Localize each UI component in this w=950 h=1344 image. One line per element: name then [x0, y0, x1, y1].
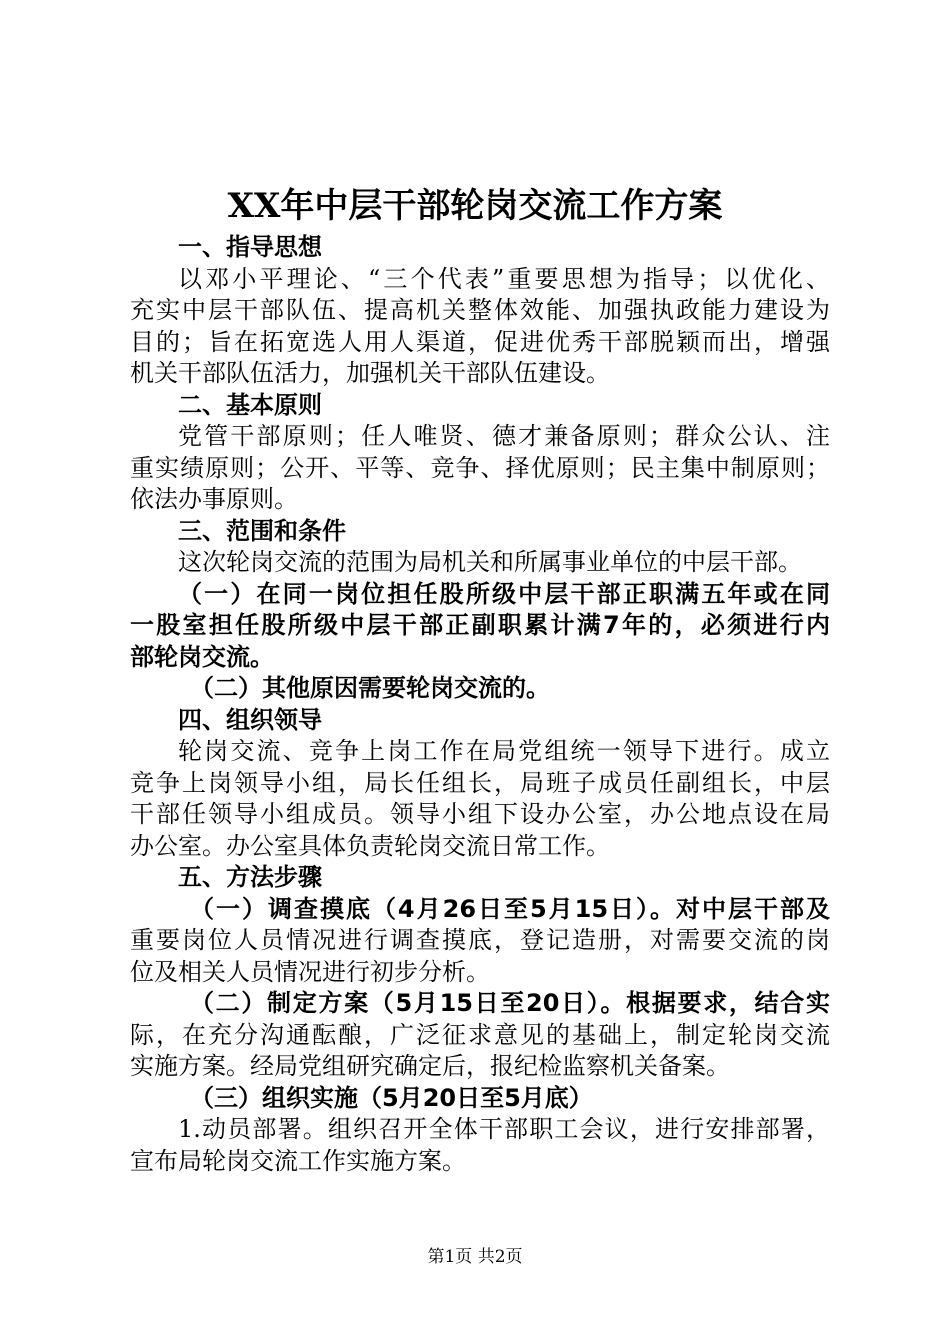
paragraph-line: 宣布局轮岗交流工作实施方案。	[130, 1146, 466, 1175]
paragraph-line-bold: （一）在同一岗位担任股所级中层干部正职满五年或在同	[178, 579, 830, 608]
paragraph-line: 充实中层干部队伍、提高机关整体效能、加强执政能力建设为	[130, 296, 830, 324]
paragraph-line: 重要岗位人员情况进行调查摸底，登记造册，对需要交流的岗	[130, 926, 830, 954]
page-number: 第1页 共2页	[427, 1247, 523, 1267]
step-heading-plan: （二）制定方案（5月15日至20日）。根据要求，结合实	[190, 989, 830, 1017]
step-heading-implementation: （三）组织实施（5月20日至5月底）	[190, 1083, 593, 1112]
section-heading-guiding-ideology: 一、指导思想	[178, 233, 322, 261]
section-heading-basic-principles: 二、基本原则	[178, 390, 322, 419]
paragraph-line: 机关干部队伍活力，加强机关干部队伍建设。	[130, 359, 610, 387]
paragraph-line: 这次轮岗交流的范围为局机关和所属事业单位的中层干部。	[178, 548, 802, 576]
paragraph-line: 实施方案。经局党组研究确定后，报纪检监察机关备案。	[130, 1052, 730, 1080]
paragraph-line: 竞争上岗领导小组，局长任组长，局班子成员任副组长，中层	[130, 768, 830, 797]
section-heading-scope-conditions: 三、范围和条件	[178, 516, 346, 545]
paragraph-line-bold: 部轮岗交流。	[130, 642, 274, 671]
paragraph-line: 依法办事原则。	[130, 485, 298, 513]
section-heading-methods-steps: 五、方法步骤	[178, 863, 322, 891]
paragraph-line: 位及相关人员情况进行初步分析。	[130, 957, 490, 986]
paragraph-line: 重实绩原则；公开、平等、竞争、择优原则；民主集中制原则；	[130, 453, 830, 482]
paragraph-line-bold: （二）其他原因需要轮岗交流的。	[190, 674, 550, 702]
paragraph-line: 目的；旨在拓宽选人用人渠道，促进优秀干部脱颖而出，增强	[130, 327, 830, 356]
step-heading-survey: （一）调查摸底（4月26日至5月15日）。对中层干部及	[190, 894, 830, 923]
paragraph-line: 党管干部原则；任人唯贤、德才兼备原则；群众公认、注	[178, 422, 830, 450]
document-title: XX年中层干部轮岗交流工作方案	[227, 186, 723, 226]
paragraph-line: 以邓小平理论、“三个代表”重要思想为指导；以优化、	[178, 264, 830, 293]
paragraph-line: 1.动员部署。组织召开全体干部职工会议，进行安排部署，	[178, 1115, 830, 1143]
paragraph-line-bold: 一股室担任股所级中层干部正副职累计满7年的，必须进行内	[130, 611, 830, 639]
paragraph-line: 办公室。办公室具体负责轮岗交流日常工作。	[130, 831, 610, 860]
paragraph-line: 际，在充分沟通酝酿，广泛征求意见的基础上，制定轮岗交流	[130, 1020, 830, 1049]
section-heading-organization-leadership: 四、组织领导	[178, 705, 322, 734]
paragraph-line: 轮岗交流、竞争上岗工作在局党组统一领导下进行。成立	[178, 737, 830, 765]
paragraph-line: 干部任领导小组成员。领导小组下设办公室，办公地点设在局	[130, 800, 830, 828]
document-body	[130, 232, 830, 1177]
